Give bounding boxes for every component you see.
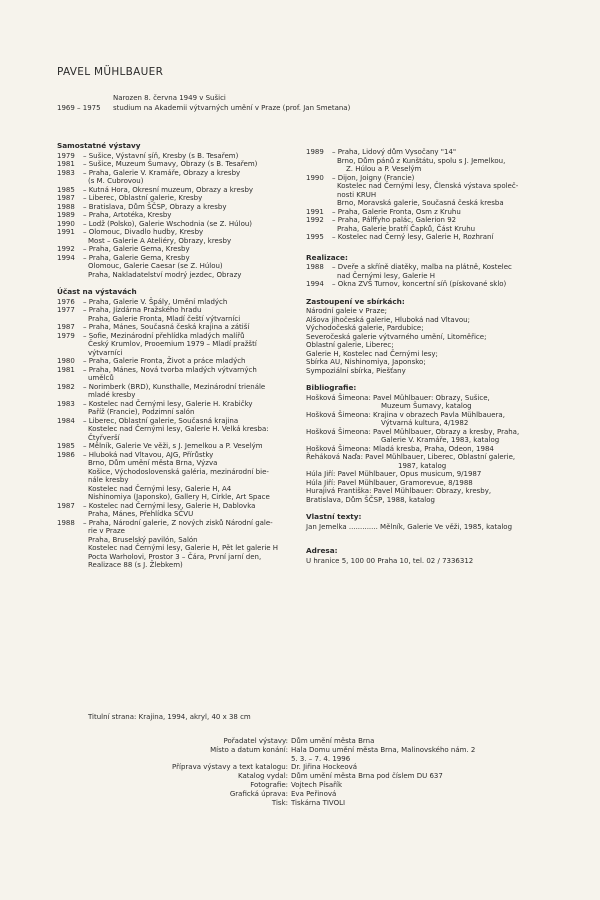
entry-text: – Praha, Galerie V. Špály, Umění mladých: [83, 297, 228, 306]
credit-line: [0, 755, 600, 764]
credit-label: Příprava výstavy a text katalogu:: [172, 763, 288, 772]
credits-block: [0, 737, 600, 807]
credit-value: Eva Peřinová: [291, 789, 337, 798]
solo-exhibitions-heading: Samostatné výstavy: [57, 141, 141, 150]
bibliography-item: 1987, katalog: [398, 461, 447, 470]
list-item: [306, 157, 546, 166]
own-texts-line: Jan Jemelka ............. Mělník, Galerie Ve věži, 1985, katalog: [306, 522, 513, 531]
entry-year: 1988: [57, 518, 75, 527]
list-item: [306, 148, 546, 157]
collection-item: Oblastní galerie, Liberec;: [306, 341, 394, 349]
entry-year: [57, 527, 83, 536]
list-item: [57, 485, 297, 494]
entry-year: [57, 271, 83, 280]
entry-year: 1990: [306, 173, 324, 182]
credit-label: Místo a datum konání:: [210, 745, 288, 754]
credit-value: Tiskárna TIVOLI: [291, 798, 346, 807]
credit-value: Hala Domu umění města Brna, Malinovského nám. 2: [291, 745, 476, 754]
credit-line: [0, 781, 600, 790]
list-item: [57, 434, 297, 443]
entry-text: Kostelec nad Černými lesy, Členská výstava společ-: [337, 182, 519, 190]
list-item: [57, 228, 297, 237]
entry-year: 1981: [57, 160, 75, 168]
entry-year: [57, 315, 83, 324]
entry-text: Praha, Galerie Fronta, Mladí čeští výtvarníci: [88, 314, 241, 323]
entry-year: [57, 493, 83, 502]
list-item: [57, 510, 297, 519]
entry-year: [57, 553, 83, 562]
entry-text: – Praha, Jízdárna Pražského hradu: [83, 306, 202, 314]
credit-label: Pořadatel výstavy:: [223, 737, 288, 745]
entry-year: 1987: [57, 323, 75, 331]
list-item: [57, 177, 297, 186]
list-item: [57, 561, 297, 570]
entry-year: 1987: [57, 194, 75, 202]
credit-line: [0, 746, 600, 755]
entry-year: 1989: [57, 211, 75, 219]
entry-year: [57, 510, 83, 519]
entry-year: 1986: [57, 450, 75, 459]
own-texts-section: [306, 513, 546, 531]
entry-year: 1995: [306, 233, 324, 241]
list-item: [306, 191, 546, 200]
entry-year: 1979: [57, 151, 75, 160]
entry-year: 1988: [306, 263, 324, 271]
list-item: [57, 152, 297, 161]
entry-text: Olomouc, Galerie Caesar (se Z. Húlou): [88, 262, 223, 270]
entry-text: Brno, Dům umění města Brna, Výzva: [88, 459, 218, 467]
address-section: [306, 547, 546, 565]
entry-text: – Praha, Galerie V. Kramáře, Obrazy a kresby: [83, 168, 241, 177]
collection-item: Galerie H, Kostelec nad Černými lesy;: [306, 349, 438, 358]
list-item: [57, 493, 297, 502]
bibliography-item: Hošková Šimeona: Mladá kresba, Praha, Odeon, 1984: [306, 444, 494, 453]
collection-item: Východočeská galerie, Pardubice;: [306, 324, 424, 332]
entry-year: 1982: [57, 382, 75, 391]
entry-text: – Liberec, Oblastní galerie, Kresby: [83, 194, 203, 202]
entry-text: Český Krumlov, Prooemium 1979 – Mladí pražští: [88, 340, 257, 348]
group-exhibitions-continued: [306, 148, 546, 242]
entry-text: – Praha, Mánes, Nová tvorba mladých výtvarných: [83, 365, 257, 374]
bibliography-item: Húla Jiří: Pavel Mühlbauer, Gramorevue, 8/1988: [306, 478, 473, 487]
bibliography-item: Hošková Šimeona: Krajina v obrazech Pavla Mühlbauera,: [306, 410, 505, 419]
list-item: [57, 468, 297, 477]
group-exhibitions-heading: Účast na výstavách: [57, 287, 137, 296]
entry-year: [306, 157, 332, 166]
entry-text: – Praha, Artotéka, Kresby: [83, 211, 172, 219]
entry-year: [57, 177, 83, 186]
list-item: [57, 340, 297, 349]
bibliography-item: Muzeum Šumavy, katalog: [381, 402, 472, 410]
collections-section: [306, 298, 546, 376]
bibliography-item: Hurajivá Františka: Pavel Mühlbauer: Obrazy, kresby,: [306, 487, 492, 495]
entry-year: 1979: [57, 331, 75, 340]
entry-year: 1994: [306, 280, 324, 288]
list-item: [57, 186, 297, 195]
entry-text: – Praha, Pálffyho palác, Galerion 92: [332, 216, 457, 224]
bio-text: Narozen 8. června 1949 v Sušici: [113, 94, 226, 102]
list-item: [57, 220, 297, 229]
credit-label: Grafická úprava:: [229, 789, 288, 798]
bio-text: studium na Akademii výtvarných umění v Praze (prof. Jan Smetana): [113, 104, 351, 112]
list-item: [57, 451, 297, 460]
entry-text: Čtyřverší: [88, 433, 120, 442]
entry-text: – Norimberk (BRD), Kunsthalle, Mezinárodní trienále: [83, 382, 266, 391]
entry-text: Praha, Mánes, Přehlídka SČVU: [88, 510, 194, 518]
list-item: [57, 476, 297, 485]
entry-year: 1988: [57, 202, 75, 211]
entry-year: 1992: [306, 216, 324, 224]
entry-year: 1985: [57, 185, 75, 194]
entry-text: – Okna ZVŠ Turnov, koncertní síň (pískované sklo): [332, 280, 507, 288]
entry-year: 1981: [57, 365, 75, 374]
entry-text: – Sušice, Muzeum Šumavy, Obrazy (s B. Tesařem): [83, 160, 258, 168]
entry-text: – Bratislava, Dům ŠČSP, Obrazy a kresby: [83, 202, 227, 211]
entry-year: [57, 374, 83, 383]
entry-year: 1991: [57, 228, 75, 236]
entry-text: – Sušice, Výstavní síň, Kresby (s B. Tesařem): [83, 151, 239, 160]
list-item: [57, 194, 297, 203]
left-column: [57, 142, 297, 579]
list-item: [57, 254, 297, 263]
list-item: [306, 280, 546, 289]
list-item: [57, 160, 297, 169]
right-column: [306, 148, 546, 574]
entry-text: – Praha, Lidový dům Vysočany "14": [332, 148, 457, 156]
entry-text: Praha, Bruselský pavilón, Salón: [88, 535, 198, 544]
entry-year: [57, 391, 83, 400]
list-item: [57, 349, 297, 358]
bio-line: [57, 103, 350, 113]
entry-text: mladé kresby: [88, 391, 136, 399]
group-exhibitions-continued-list: [306, 148, 546, 242]
entry-text: – Olomouc, Divadlo hudby, Kresby: [83, 228, 204, 236]
bibliography-item: Hošková Šimeona: Pavel Mühlbauer: Obrazy, Sušice,: [306, 393, 490, 402]
bibliography-item: Hošková Šimeona: Pavel Mühlbauer, Obrazy a kresby, Praha,: [306, 427, 520, 436]
entry-year: 1983: [57, 399, 75, 408]
bibliography-item: Řeháková Naďa: Pavel Mühlbauer, Liberec, Oblastní galerie,: [306, 453, 516, 461]
entry-year: [57, 408, 83, 417]
entry-text: – Dijon, Joigny (Francie): [332, 173, 415, 182]
entry-text: Z. Húlou a P. Veselým: [346, 165, 422, 173]
entry-year: [57, 434, 83, 443]
list-item: [57, 366, 297, 375]
list-item: [306, 263, 546, 272]
list-item: [57, 417, 297, 426]
credit-value: 5. 3. – 7. 4. 1996: [291, 754, 351, 763]
collection-item: Sbírka AU, Nishinomiya, Japonsko;: [306, 358, 426, 366]
list-item: [57, 357, 297, 366]
collection-item: Alšova jihočeská galerie, Hluboká nad Vltavou;: [306, 315, 470, 324]
entry-text: – Praha, Mánes, Současná česká krajina a zátiší: [83, 323, 250, 331]
entry-year: [306, 199, 332, 208]
collection-item: Národní galeie v Praze;: [306, 307, 388, 315]
bibliography-list: [306, 394, 546, 505]
entry-text: – Liberec, Oblastní galerie, Současná krajina: [83, 416, 239, 425]
list-item: [57, 527, 297, 536]
list-item: [57, 271, 297, 280]
entry-text: Nishinomiya (Japonsko), Gallery H, Cirkle, Art Space: [88, 493, 270, 501]
list-item: [57, 400, 297, 409]
entry-year: [57, 349, 83, 358]
address-heading: Adresa:: [306, 546, 338, 555]
entry-year: [306, 225, 332, 234]
list-item: [306, 199, 546, 208]
entry-text: Brno, Dům pánů z Kunštátu, spolu s J. Jemelkou,: [337, 156, 506, 165]
list-item: [306, 165, 546, 174]
list-item: [57, 442, 297, 451]
entry-text: umělců: [88, 374, 114, 382]
group-exhibitions-section: [57, 288, 297, 570]
entry-year: 1991: [306, 207, 324, 216]
bibliography-heading: Bibliografie:: [306, 383, 357, 392]
list-item: [57, 323, 297, 332]
entry-text: – Kostelec nad Černý lesy, Galerie H, Rozhraní: [332, 233, 494, 241]
cover-caption: Titulní strana: Krajina, 1994, akryl, 40 x 38 cm: [88, 713, 251, 721]
collections-list: [306, 307, 546, 375]
list-item: [57, 374, 297, 383]
entry-text: – Kostelec nad Černými lesy, Galerie H. Krabičky: [83, 399, 253, 408]
credit-value: Dr. Jiřina Hockeová: [291, 763, 358, 772]
collections-heading: Zastoupení ve sbírkách:: [306, 296, 405, 306]
list-item: [306, 174, 546, 183]
bibliography-item: Bratislava, Dům ŠČSP, 1988, katalog: [306, 495, 435, 504]
list-item: [306, 225, 546, 234]
list-item: [306, 216, 546, 225]
list-item: [306, 208, 546, 217]
entry-year: [57, 544, 83, 553]
entry-text: – Praha, Galerie Gema, Kresby: [83, 245, 190, 253]
entry-year: 1994: [57, 253, 75, 262]
entry-year: [57, 237, 83, 246]
bibliography-item: Galerie V. Kramáře, 1983, katalog: [381, 436, 500, 444]
list-item: [57, 459, 297, 468]
entry-text: nosti KRUH: [337, 190, 377, 199]
credit-label: [0, 755, 291, 764]
credit-line: [0, 799, 600, 808]
entry-text: – Praha, Galerie Fronta, Osm z Kruhu: [332, 207, 461, 216]
artist-name: PAVEL MÜHLBAUER: [57, 66, 164, 78]
entry-text: Most – Galerie A Ateliéry, Obrazy, kresby: [88, 236, 232, 245]
entry-year: [57, 536, 83, 545]
bio-year: [57, 93, 113, 103]
entry-year: [57, 425, 83, 434]
entry-year: 1977: [57, 306, 75, 314]
credit-value: Vojtech Písařík: [291, 780, 343, 789]
group-exhibitions-list: [57, 298, 297, 570]
solo-exhibitions-list: [57, 152, 297, 280]
entry-text: – Praha, Galerie Fronta, Život a práce mladých: [83, 357, 246, 365]
credit-label: Fotografie:: [250, 780, 288, 789]
list-item: [57, 298, 297, 307]
entry-text: – Dveře a skříně diatěky, malba na plátně, Kostelec: [332, 263, 512, 271]
entry-text: Praha, Nakladatelství modrý jezdec, Obrazy: [88, 270, 242, 279]
credit-line: [0, 763, 600, 772]
own-texts-heading: Vlastní texty:: [306, 512, 362, 521]
entry-text: rie v Praze: [88, 527, 125, 535]
list-item: [57, 211, 297, 220]
list-item: [57, 519, 297, 528]
list-item: [57, 553, 297, 562]
list-item: [57, 391, 297, 400]
credit-label: Tisk:: [271, 798, 288, 807]
realizace-list: [306, 263, 546, 289]
entry-year: [306, 272, 332, 281]
list-item: [57, 536, 297, 545]
credit-line: [0, 772, 600, 781]
list-item: [57, 169, 297, 178]
bibliography-section: [306, 384, 546, 504]
entry-text: (s M. Cubrovou): [88, 177, 144, 185]
entry-year: 1984: [57, 416, 75, 425]
entry-text: – Praha, Galerie Gema, Kresby: [83, 253, 190, 262]
entry-text: Pocta Warholovi, Prostor 3 – Čára, První jarní den,: [88, 552, 262, 561]
entry-text: Kostelec nad Černými lesy, Galerie H. Velká kresba:: [88, 425, 269, 433]
entry-year: [57, 340, 83, 349]
list-item: [306, 182, 546, 191]
entry-text: výtvarníci: [88, 348, 123, 357]
credit-value: Dům umění města Brna: [291, 737, 375, 745]
list-item: [57, 306, 297, 315]
list-item: [306, 272, 546, 281]
list-item: [57, 408, 297, 417]
entry-text: Košice, Východoslovenská galéria, mezinárodní bie-: [88, 467, 269, 476]
entry-year: 1976: [57, 297, 75, 306]
entry-year: [57, 459, 83, 468]
entry-year: 1980: [57, 357, 75, 365]
entry-text: Realizace 88 (s J. Žlebkem): [88, 561, 183, 569]
entry-year: 1990: [57, 219, 75, 228]
list-item: [57, 502, 297, 511]
bibliography-item: Výtvarná kultura, 4/1982: [381, 419, 469, 427]
entry-text: Kostelec nad Černými lesy, Galerie H, A4: [88, 484, 232, 493]
entry-text: – Lodž (Polsko), Galerie Wschodnia (se Z. Húlou): [83, 219, 253, 228]
entry-year: 1989: [306, 148, 324, 156]
entry-year: 1987: [57, 501, 75, 510]
entry-year: [306, 191, 332, 200]
entry-text: – Sofie, Mezinárodní přehlídka mladých malířů: [83, 331, 245, 340]
biography: [57, 93, 350, 113]
list-item: [57, 315, 297, 324]
list-item: [57, 544, 297, 553]
bio-line: [57, 93, 350, 103]
collection-item: Sympoziální sbírka, Piešťany: [306, 366, 406, 375]
entry-text: Brno, Moravská galerie, Současná česká kresba: [337, 199, 504, 207]
collection-item: Severočeská galerie výtvarného umění, Litoměřice;: [306, 332, 487, 341]
list-item: [57, 203, 297, 212]
entry-year: 1992: [57, 245, 75, 253]
entry-year: [306, 165, 332, 174]
entry-text: – Mělník, Galerie Ve věži, s J. Jemelkou a P. Veselým: [83, 442, 263, 450]
bio-year: 1969 – 1975: [57, 104, 101, 112]
entry-text: – Kostelec nad Černými lesy, Galerie H, Dablovka: [83, 501, 256, 510]
credit-value: Dům umění města Brna pod číslem DU 637: [291, 772, 443, 781]
list-item: [57, 245, 297, 254]
list-item: [57, 262, 297, 271]
entry-year: [57, 485, 83, 494]
entry-text: nad Černými lesy, Galerie H: [337, 271, 435, 280]
address-line: U hranice 5, 100 00 Praha 10, tel. 02 / 7336312: [306, 556, 474, 565]
entry-year: [57, 262, 83, 271]
bibliography-item: Húla Jiří: Pavel Mühlbauer, Opus musicum, 9/1987: [306, 470, 482, 478]
entry-text: – Praha, Národní galerie, Z nových zisků Národní gale-: [83, 518, 273, 527]
entry-text: – Kutná Hora, Okresní muzeum, Obrazy a kresby: [83, 185, 254, 194]
credit-label: Katalog vydal:: [237, 772, 288, 781]
entry-text: Paříž (Francie), Podzimní salón: [88, 408, 195, 416]
realizace-heading: Realizace:: [306, 252, 348, 262]
solo-exhibitions-section: [57, 142, 297, 279]
entry-year: [57, 476, 83, 485]
credit-line: [0, 737, 600, 746]
entry-text: Kostelec nad Černými lesy, Galerie H, Pět let galerie H: [88, 544, 279, 552]
entry-year: [57, 561, 83, 570]
entry-text: – Hluboká nad Vltavou, AJG, Přírůstky: [83, 450, 214, 459]
list-item: [57, 425, 297, 434]
entry-year: 1985: [57, 442, 75, 450]
entry-text: Praha, Galerie bratří Čapků, Část Kruhu: [337, 224, 476, 233]
list-item: [306, 233, 546, 242]
entry-text: nále kresby: [88, 476, 129, 484]
entry-year: [306, 182, 332, 191]
entry-year: 1983: [57, 168, 75, 177]
entry-year: [57, 468, 83, 477]
list-item: [57, 332, 297, 341]
realizace-section: [306, 254, 546, 289]
list-item: [57, 237, 297, 246]
list-item: [57, 383, 297, 392]
credit-line: [0, 790, 600, 799]
